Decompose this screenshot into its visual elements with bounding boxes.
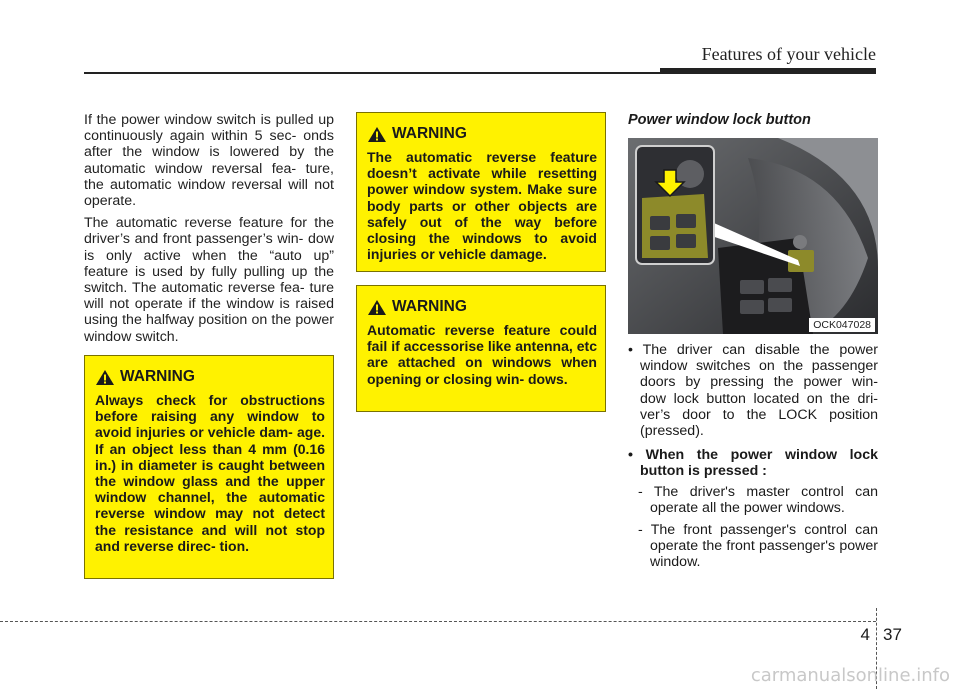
column-3 (628, 112, 878, 577)
warning-triangle-icon (367, 299, 387, 316)
sub-item-passenger-control: - The front passenger's control can operate the front passenger's power window. (638, 522, 878, 571)
bullet-lock-description: • The driver can disable the power window switches on the passenger doors by pressing the power win- dow lock button located on the dri- ver’s door to the LOCK position (pressed). (628, 342, 878, 440)
page-number: 37 (883, 625, 902, 644)
warning-body: Automatic reverse feature could fail if accessorise like antenna, etc are attached on windows when opening or closing win- dows. (367, 322, 597, 387)
warning-title (367, 125, 597, 143)
warning-title-text: WARNING (392, 298, 467, 315)
page-header-title: Features of your vehicle (701, 44, 876, 64)
warning-box-obstructions (84, 355, 334, 579)
bullet-text: The driver can disable the power window switches on the passenger doors by pressing the power win- dow lock button located on the dri- ver’s door to the LOCK position (pressed). (640, 342, 878, 440)
warning-box-resetting (356, 112, 606, 272)
column-1 (84, 112, 334, 351)
watermark-text: carmanualsonline.info (750, 665, 950, 686)
warning-body: The automatic reverse feature doesn’t activate while resetting power window system. Make sure body parts or other objects are safely out of the way before closing the windows to avoid injuries or vehicle damage. (367, 149, 597, 263)
warning-title (95, 368, 325, 386)
warning-title-text: WARNING (392, 125, 467, 142)
sub-item-driver-control: - The driver's master control can operate all the power windows. (638, 483, 878, 516)
warning-title (367, 298, 597, 316)
section-title: Power window lock button (628, 112, 811, 128)
warning-triangle-icon (367, 126, 387, 143)
warning-box-accessories (356, 285, 606, 412)
warning-title-text: WARNING (120, 368, 195, 385)
warning-body: Always check for obstructions before raising any window to avoid injuries or vehicle dam- age. If an object less than 4 mm (0.16 in.) in diameter is caught between the window glass and the upper window channel, the automatic reverse window may not detect the resistance and will not stop and reverse direc- tion. (95, 392, 325, 554)
header-rule-accent (660, 68, 876, 74)
door-panel-illustration (628, 138, 878, 334)
paragraph-reversal-timing: If the power window switch is pulled up continuously again within 5 sec- onds after the window is lowered by the automatic window reversal fea- ture, the automatic window reversal will not operate. (84, 112, 334, 210)
page-section-number: 4 (860, 625, 870, 644)
bullet-text: When the power window lock button is pressed : (640, 447, 878, 480)
warning-triangle-icon (95, 369, 115, 386)
image-code-label: OCK047028 (809, 318, 875, 332)
footer-rule (0, 621, 876, 622)
paragraph-reversal-auto-up: The automatic reverse feature for the driver’s and front passenger’s win- dow is only active when the “auto up” feature is used by fully pulling up the switch. The automatic reverse fea- ture will not operate if the window is raised using the halfway position on the power window switch. (84, 215, 334, 345)
window-lock-photo (628, 138, 878, 334)
bullet-lock-pressed: • When the power window lock button is pressed : (628, 447, 878, 480)
